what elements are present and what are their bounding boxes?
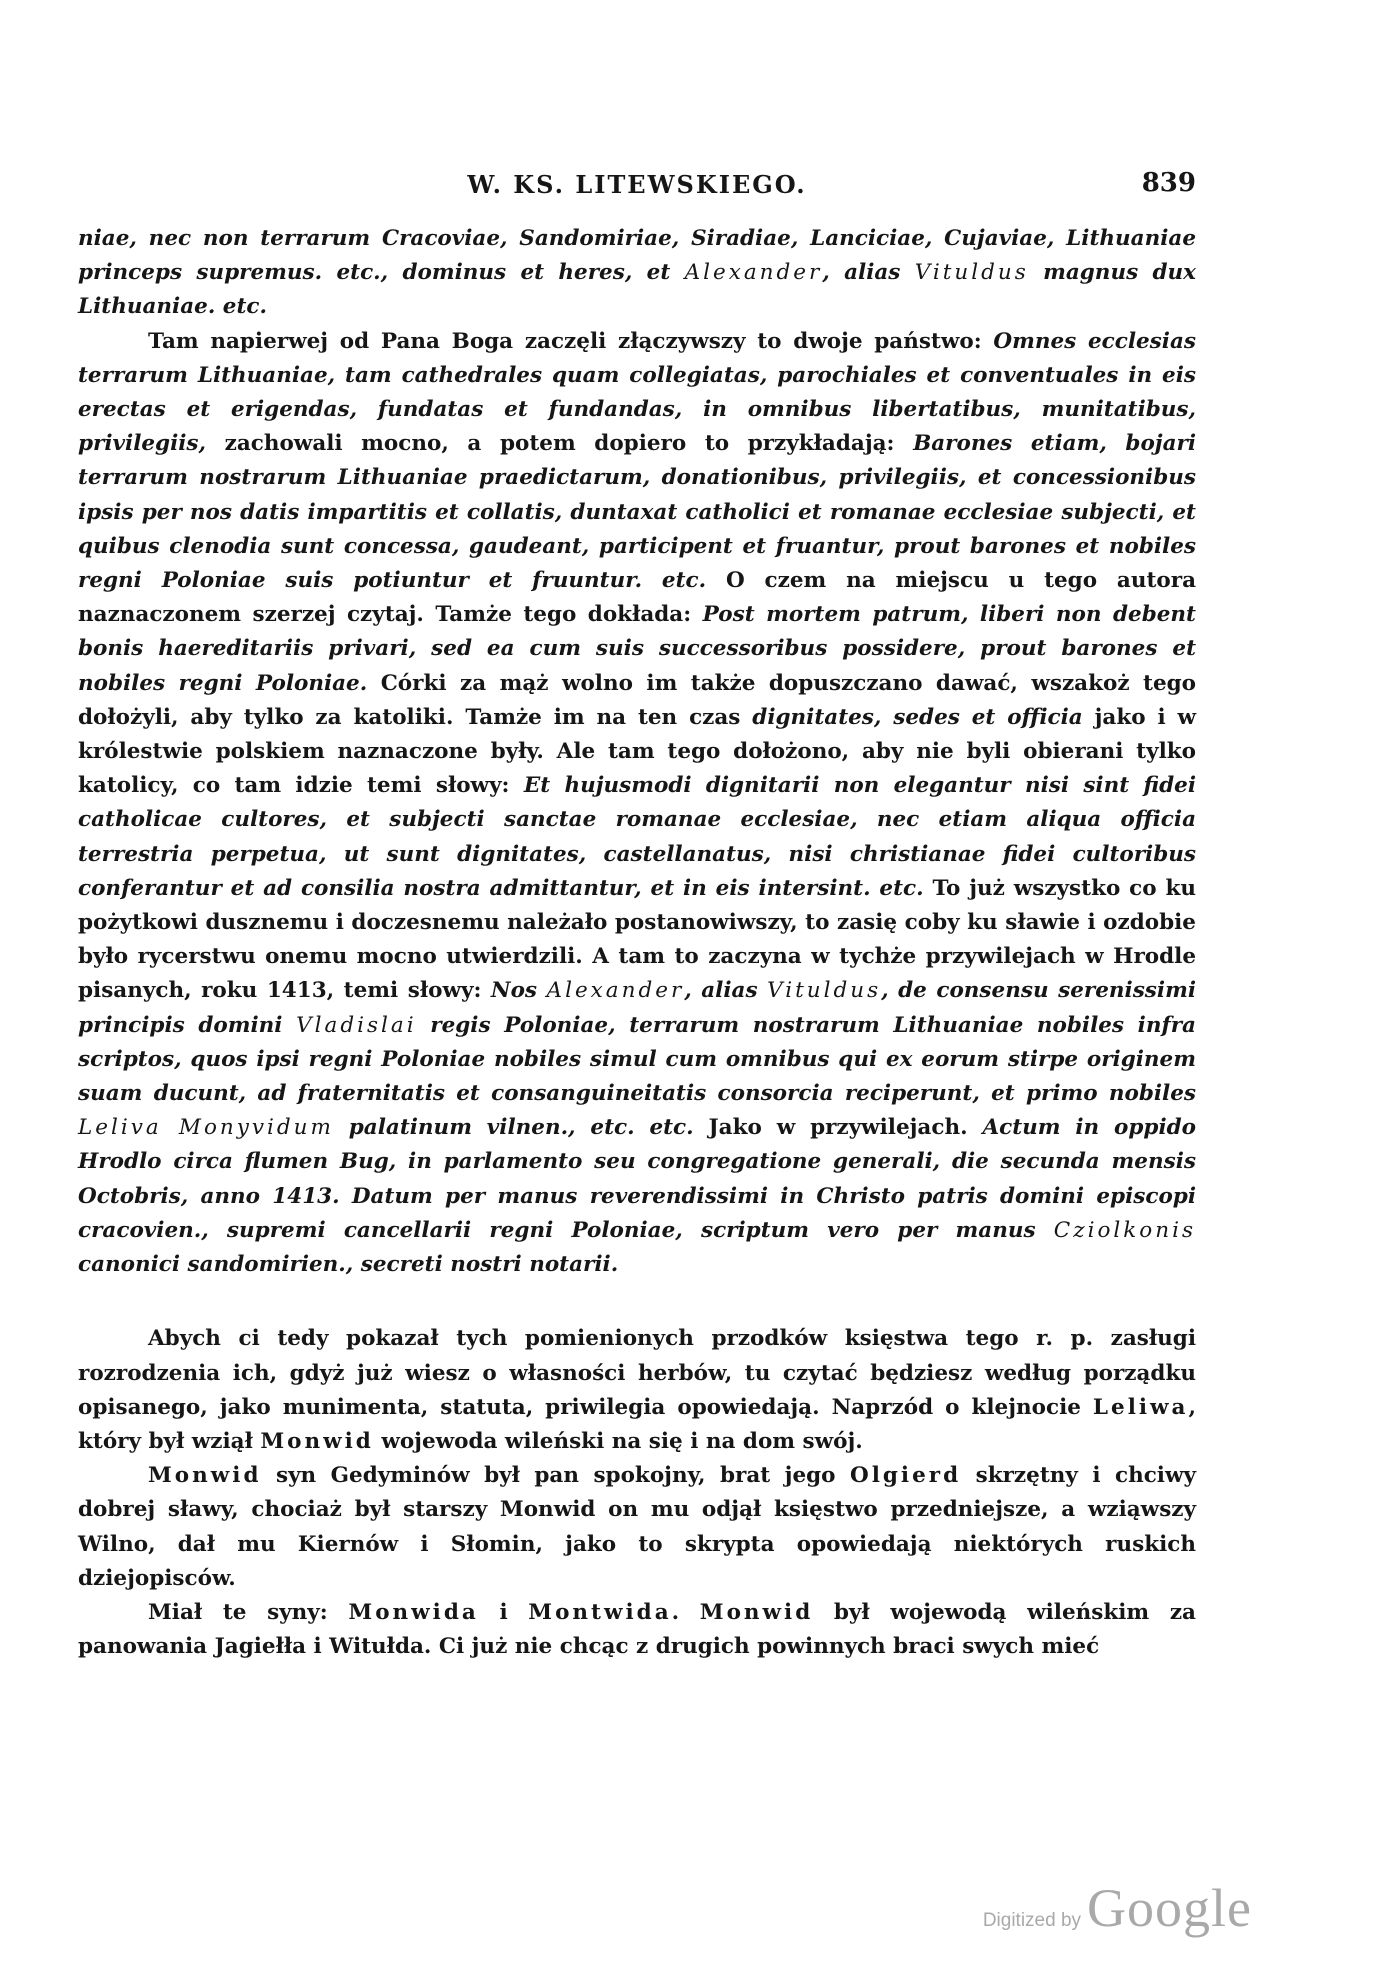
spaced-name: Alexander (684, 260, 823, 286)
paragraph (78, 1322, 1196, 1459)
running-title: W. KS. LITEWSKIEGO. (467, 170, 807, 199)
polish-text: Tam napierwej od Pana Boga zaczęli złączywszy to dwoje państwo: (148, 328, 994, 354)
paragraph (78, 325, 1196, 1283)
latin-text: palatinum vilnen., etc. etc. (333, 1115, 694, 1141)
spaced-name: Olgierd (849, 1463, 962, 1489)
spaced-name: Monwid (699, 1599, 814, 1625)
spaced-name: Monwid (148, 1463, 262, 1489)
spaced-name: Vituldus (914, 260, 1029, 286)
spaced-name: Leliva Monyvidum (78, 1115, 334, 1141)
digitization-footer (983, 1877, 1252, 1939)
polish-text: O czem na miejscu u tego autora naznaczonem szerzej czytaj. Tamże tego dokłada: (78, 568, 1196, 628)
polish-text: , który był wziął (78, 1394, 1196, 1454)
latin-text: regis Poloniae, terrarum nostrarum Lithuaniae nobiles infra scriptos, quos ipsi regni Poloniae nobiles simul cum omnibus qui ex eorum stirpe originem suam ducunt, ad fraternitatis et consanguineitatis consorcia reciperunt, et primo nobiles (78, 1012, 1196, 1107)
polish-text: syn Gedyminów był pan spokojny, brat jego (261, 1463, 850, 1489)
polish-text: był wojewodą wileńskim za panowania Jagiełła i Witułda. Ci już nie chcąc z drugich powinnych braci swych mieć (78, 1599, 1196, 1660)
paragraph (78, 1459, 1196, 1596)
paragraph-gap (78, 1282, 1196, 1322)
spaced-name: Monwid (260, 1428, 374, 1454)
latin-text: dignitates, sedes et officia (752, 704, 1083, 730)
latin-text: , alias (822, 260, 915, 286)
latin-text: Actum in oppido Hrodlo circa flumen Bug, in parlamento seu congregatione generali, die secunda mensis Octobris, anno 1413. Datum per manus reverendissimi in Christo patris domini episcopi cracovien., supremi cancellarii regni Poloniae, scriptum vero per manus (78, 1115, 1196, 1243)
latin-text: Nos (490, 978, 547, 1004)
latin-text: , alias (684, 978, 768, 1004)
polish-text: . (671, 1599, 700, 1625)
polish-text: Miał te syny: (148, 1599, 349, 1625)
latin-text: Barones etiam, bojari terrarum nostrarum Lithuaniae praedictarum, donationibus, privilegiis, et concessionibus ipsis per nos datis impartitis et collatis, duntaxat catholici et romanae ecclesiae subjecti, et quibus clenodia sunt concessa, gaudeant, participent et fruantur, prout barones et nobiles regni Poloniae suis potiuntur et fruuntur. etc. (78, 431, 1196, 594)
polish-text: zachowali mocno, a potem dopiero to przykładają: (206, 431, 914, 457)
polish-text: Córki za mąż wolno im także dopuszczano dawać, wszakoż tego dołożyli, aby tylko za katoliki. Tamże im na ten czas (78, 670, 1197, 730)
digitized-by-label: Digitized by (982, 1910, 1082, 1931)
polish-text: skrzętny i chciwy dobrej sławy, chociaż był starszy Monwid on mu odjął księstwo przedniejsze, a wziąwszy Wilno, dał mu Kiernów i Słomin, jako to skrypta opowiedają niektórych ruskich dziejopisców. (78, 1463, 1196, 1591)
spaced-name: Cziolkonis (1053, 1217, 1196, 1243)
polish-text: wojewoda wileński na się i na dom swój. (373, 1428, 863, 1454)
body-text (78, 222, 1196, 1664)
polish-text: Abych ci tedy pokazał tych pomienionych przodków księstwa tego r. p. zasługi rozrodzenia ich, gdyż już wiesz o własności herbów, tu czytać będziesz według porządku opisanego, jako munimenta, statuta, priwilegia opowiedają. Naprzód o klejnocie (78, 1326, 1196, 1420)
page-number: 839 (1141, 168, 1196, 198)
latin-text: magnus dux Lithuaniae. etc. (78, 260, 1196, 320)
latin-text: Et hujusmodi dignitarii non elegantur nisi sint fidei catholicae cultores, et subjecti sanctae romanae ecclesiae, nec etiam aliqua officia terrestria perpetua, ut sunt dignitates, castellanatus, nisi christianae fidei cultoribus conferantur et ad consilia nostra admittantur, et in eis intersint. etc. (78, 773, 1196, 901)
spaced-name: Alexander (546, 978, 685, 1004)
spaced-name: Leliwa (1092, 1394, 1189, 1420)
latin-text: Omnes ecclesias terrarum Lithuaniae, tam cathedrales quam collegiatas, parochiales et conventuales in eis erectas et erigendas, fundatas et fundandas, in omnibus libertatibus, munitatibus, privilegiis, (78, 328, 1196, 457)
paragraph (78, 1596, 1196, 1664)
spaced-name: Vladislai (296, 1012, 417, 1038)
polish-text: i (478, 1599, 529, 1625)
latin-text: canonici sandomirien., secreti nostri notarii. (78, 1252, 619, 1278)
google-logo: Google (1087, 1878, 1252, 1938)
spaced-name: Monwida (348, 1599, 479, 1625)
page-header (78, 166, 1196, 206)
polish-text: To już wszystko co ku pożytkowi dusznemu i doczesnemu należało postanowiwszy, to zasię coby ku sławie i ozdobie było rycerstwu onemu mocno utwierdzili. A tam to zaczyna w tychże przywilejach w Hrodle pisanych, roku 1413, temi słowy: (78, 875, 1197, 1004)
latin-text: , de consensu serenissimi principis domini (78, 978, 1196, 1038)
paragraph (78, 222, 1196, 325)
polish-text: Jako w przywilejach. (693, 1115, 983, 1141)
spaced-name: Vituldus (767, 978, 882, 1004)
latin-text: Post mortem patrum, liberi non debent bonis haereditariis privari, sed ea cum suis successoribus possidere, prout barones et nobiles regni Poloniae. (78, 602, 1196, 696)
polish-text: jako i w królestwie polskiem naznaczone były. Ale tam tego dołożono, aby nie byli obierani tylko katolicy, co tam idzie temi słowy: (78, 704, 1196, 799)
spaced-name: Montwida (528, 1599, 672, 1625)
latin-text: niae, nec non terrarum Cracoviae, Sandomiriae, Siradiae, Lanciciae, Cujaviae, Lithuaniae princeps supremus. etc., dominus et heres, et (78, 226, 1196, 286)
